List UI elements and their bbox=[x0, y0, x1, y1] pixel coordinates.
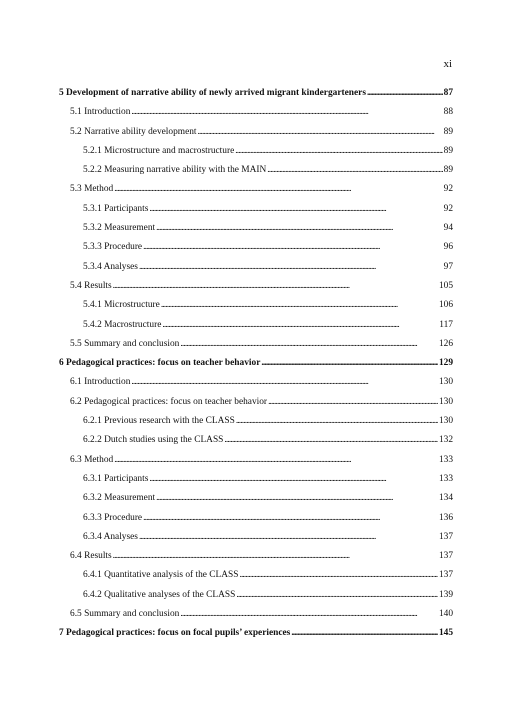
toc-section-entry bbox=[59, 608, 453, 627]
toc-entry-page-number: 87 bbox=[443, 88, 453, 98]
toc-entry-title: 5.2.1 Microstructure and macrostructure bbox=[83, 145, 235, 156]
toc-entry-title: 6.3 Method bbox=[70, 454, 114, 465]
toc-section-entry bbox=[59, 434, 453, 453]
toc-section-entry bbox=[59, 261, 453, 280]
toc-entry-title: 5.3.1 Participants bbox=[83, 203, 149, 214]
toc-entry-title: 6.5 Summary and conclusion bbox=[70, 609, 180, 620]
toc-entry-page-number: 137 bbox=[438, 551, 453, 562]
toc-entry-title: 7 Pedagogical practices: focus on focal pupils’ experiences bbox=[59, 628, 291, 639]
toc-section-entry bbox=[59, 396, 453, 415]
toc-entry-title: 5.2.2 Measuring narrative ability with the MAIN bbox=[83, 165, 267, 176]
toc-dot-leader bbox=[139, 531, 438, 544]
toc-dot-leader bbox=[198, 126, 443, 139]
table-of-contents bbox=[59, 87, 453, 647]
toc-entry-page-number: 136 bbox=[438, 512, 453, 523]
toc-entry-page-number: 105 bbox=[438, 280, 453, 291]
toc-dot-leader bbox=[239, 569, 437, 582]
toc-dot-leader bbox=[156, 222, 443, 235]
toc-entry-page-number: 134 bbox=[438, 493, 453, 504]
toc-entry-page-number: 140 bbox=[438, 609, 453, 620]
toc-section-entry bbox=[59, 126, 453, 145]
toc-entry-title: 6.2.2 Dutch studies using the CLASS bbox=[83, 435, 224, 446]
toc-dot-leader bbox=[131, 376, 438, 389]
toc-dot-leader bbox=[149, 473, 438, 486]
toc-entry-page-number: 132 bbox=[438, 435, 453, 446]
toc-entry-title: 5.3 Method bbox=[70, 184, 114, 195]
toc-entry-title: 5.2 Narrative ability development bbox=[70, 126, 197, 137]
toc-entry-title: 5.1 Introduction bbox=[70, 107, 131, 118]
toc-entry-page-number: 92 bbox=[443, 184, 453, 195]
toc-section-entry bbox=[59, 145, 453, 164]
toc-entry-page-number: 137 bbox=[438, 531, 453, 542]
toc-entry-title: 6.3.2 Measurement bbox=[83, 493, 156, 504]
toc-dot-leader bbox=[236, 415, 438, 428]
toc-entry-page-number: 130 bbox=[438, 396, 453, 407]
toc-entry-title: 6.4.2 Qualitative analyses of the CLASS bbox=[83, 589, 236, 600]
toc-section-entry bbox=[59, 569, 453, 588]
toc-dot-leader bbox=[139, 261, 443, 274]
toc-dot-leader bbox=[114, 454, 438, 467]
toc-section-entry bbox=[59, 454, 453, 473]
toc-entry-page-number: 89 bbox=[443, 165, 453, 176]
toc-entry-title: 6.3.1 Participants bbox=[83, 473, 149, 484]
toc-section-entry bbox=[59, 415, 453, 434]
toc-dot-leader bbox=[143, 241, 443, 254]
toc-entry-title: 5.3.4 Analyses bbox=[83, 261, 138, 272]
toc-chapter-entry bbox=[59, 87, 453, 106]
toc-entry-page-number: 94 bbox=[443, 223, 453, 234]
toc-entry-title: 6.3.3 Procedure bbox=[83, 512, 143, 523]
toc-entry-title: 5.3.2 Measurement bbox=[83, 223, 156, 234]
toc-entry-page-number: 117 bbox=[439, 319, 453, 330]
toc-entry-title: 6.1 Introduction bbox=[70, 377, 131, 388]
toc-section-entry bbox=[59, 164, 453, 183]
toc-section-entry bbox=[59, 338, 453, 357]
toc-entry-page-number: 106 bbox=[438, 300, 453, 311]
toc-entry-title: 6.2.1 Previous research with the CLASS bbox=[83, 416, 235, 427]
page-number: xi bbox=[443, 58, 452, 70]
toc-section-entry bbox=[59, 376, 453, 395]
toc-entry-page-number: 137 bbox=[438, 570, 453, 581]
toc-dot-leader bbox=[261, 357, 438, 370]
toc-section-entry bbox=[59, 222, 453, 241]
toc-dot-leader bbox=[149, 203, 442, 216]
toc-section-entry bbox=[59, 473, 453, 492]
toc-dot-leader bbox=[162, 319, 438, 332]
toc-entry-title: 5.4 Results bbox=[70, 280, 112, 291]
toc-section-entry bbox=[59, 319, 453, 338]
toc-dot-leader bbox=[180, 338, 438, 351]
toc-entry-page-number: 130 bbox=[438, 416, 453, 427]
toc-entry-page-number: 88 bbox=[443, 107, 453, 118]
toc-entry-title: 5.5 Summary and conclusion bbox=[70, 338, 180, 349]
toc-entry-title: 5.4.1 Microstructure bbox=[83, 300, 160, 311]
toc-dot-leader bbox=[131, 106, 442, 119]
toc-entry-title: 6.2 Pedagogical practices: focus on teacher behavior bbox=[70, 396, 268, 407]
toc-entry-page-number: 133 bbox=[438, 473, 453, 484]
toc-section-entry bbox=[59, 492, 453, 511]
toc-section-entry bbox=[59, 531, 453, 550]
toc-dot-leader bbox=[113, 280, 438, 293]
toc-entry-page-number: 129 bbox=[438, 358, 453, 369]
toc-section-entry bbox=[59, 106, 453, 125]
toc-dot-leader bbox=[224, 434, 438, 447]
toc-entry-title: 5.4.2 Macrostructure bbox=[83, 319, 162, 330]
toc-dot-leader bbox=[156, 492, 438, 505]
toc-entry-page-number: 89 bbox=[443, 145, 453, 156]
toc-dot-leader bbox=[367, 87, 443, 100]
toc-dot-leader bbox=[161, 299, 438, 312]
toc-entry-title: 6.4.1 Quantitative analysis of the CLASS bbox=[83, 570, 239, 581]
toc-entry-page-number: 89 bbox=[443, 126, 453, 137]
toc-chapter-entry bbox=[59, 627, 453, 646]
toc-entry-page-number: 130 bbox=[438, 377, 453, 388]
toc-entry-page-number: 139 bbox=[438, 589, 453, 600]
toc-section-entry bbox=[59, 512, 453, 531]
toc-entry-page-number: 97 bbox=[443, 261, 453, 272]
toc-entry-title: 6.3.4 Analyses bbox=[83, 531, 138, 542]
toc-section-entry bbox=[59, 299, 453, 318]
toc-entry-page-number: 133 bbox=[438, 454, 453, 465]
toc-entry-page-number: 96 bbox=[443, 242, 453, 253]
toc-dot-leader bbox=[236, 589, 438, 602]
toc-entry-page-number: 92 bbox=[443, 203, 453, 214]
toc-dot-leader bbox=[291, 627, 438, 640]
toc-entry-page-number: 126 bbox=[438, 338, 453, 349]
toc-dot-leader bbox=[268, 396, 438, 409]
toc-dot-leader bbox=[143, 512, 438, 525]
toc-dot-leader bbox=[267, 164, 442, 177]
toc-section-entry bbox=[59, 183, 453, 202]
toc-section-entry bbox=[59, 280, 453, 299]
toc-entry-title: 6.4 Results bbox=[70, 551, 112, 562]
toc-entry-title: 5.3.3 Procedure bbox=[83, 242, 143, 253]
toc-entry-page-number: 145 bbox=[438, 628, 453, 639]
toc-section-entry bbox=[59, 203, 453, 222]
toc-section-entry bbox=[59, 550, 453, 569]
toc-dot-leader bbox=[114, 183, 442, 196]
toc-dot-leader bbox=[235, 145, 442, 158]
toc-dot-leader bbox=[180, 608, 438, 621]
toc-chapter-entry bbox=[59, 357, 453, 376]
toc-entry-title: 6 Pedagogical practices: focus on teacher behavior bbox=[59, 358, 261, 369]
toc-section-entry bbox=[59, 589, 453, 608]
toc-entry-title: 5 Development of narrative ability of newly arrived migrant kindergarteners bbox=[59, 88, 366, 98]
toc-section-entry bbox=[59, 241, 453, 260]
toc-dot-leader bbox=[113, 550, 438, 563]
